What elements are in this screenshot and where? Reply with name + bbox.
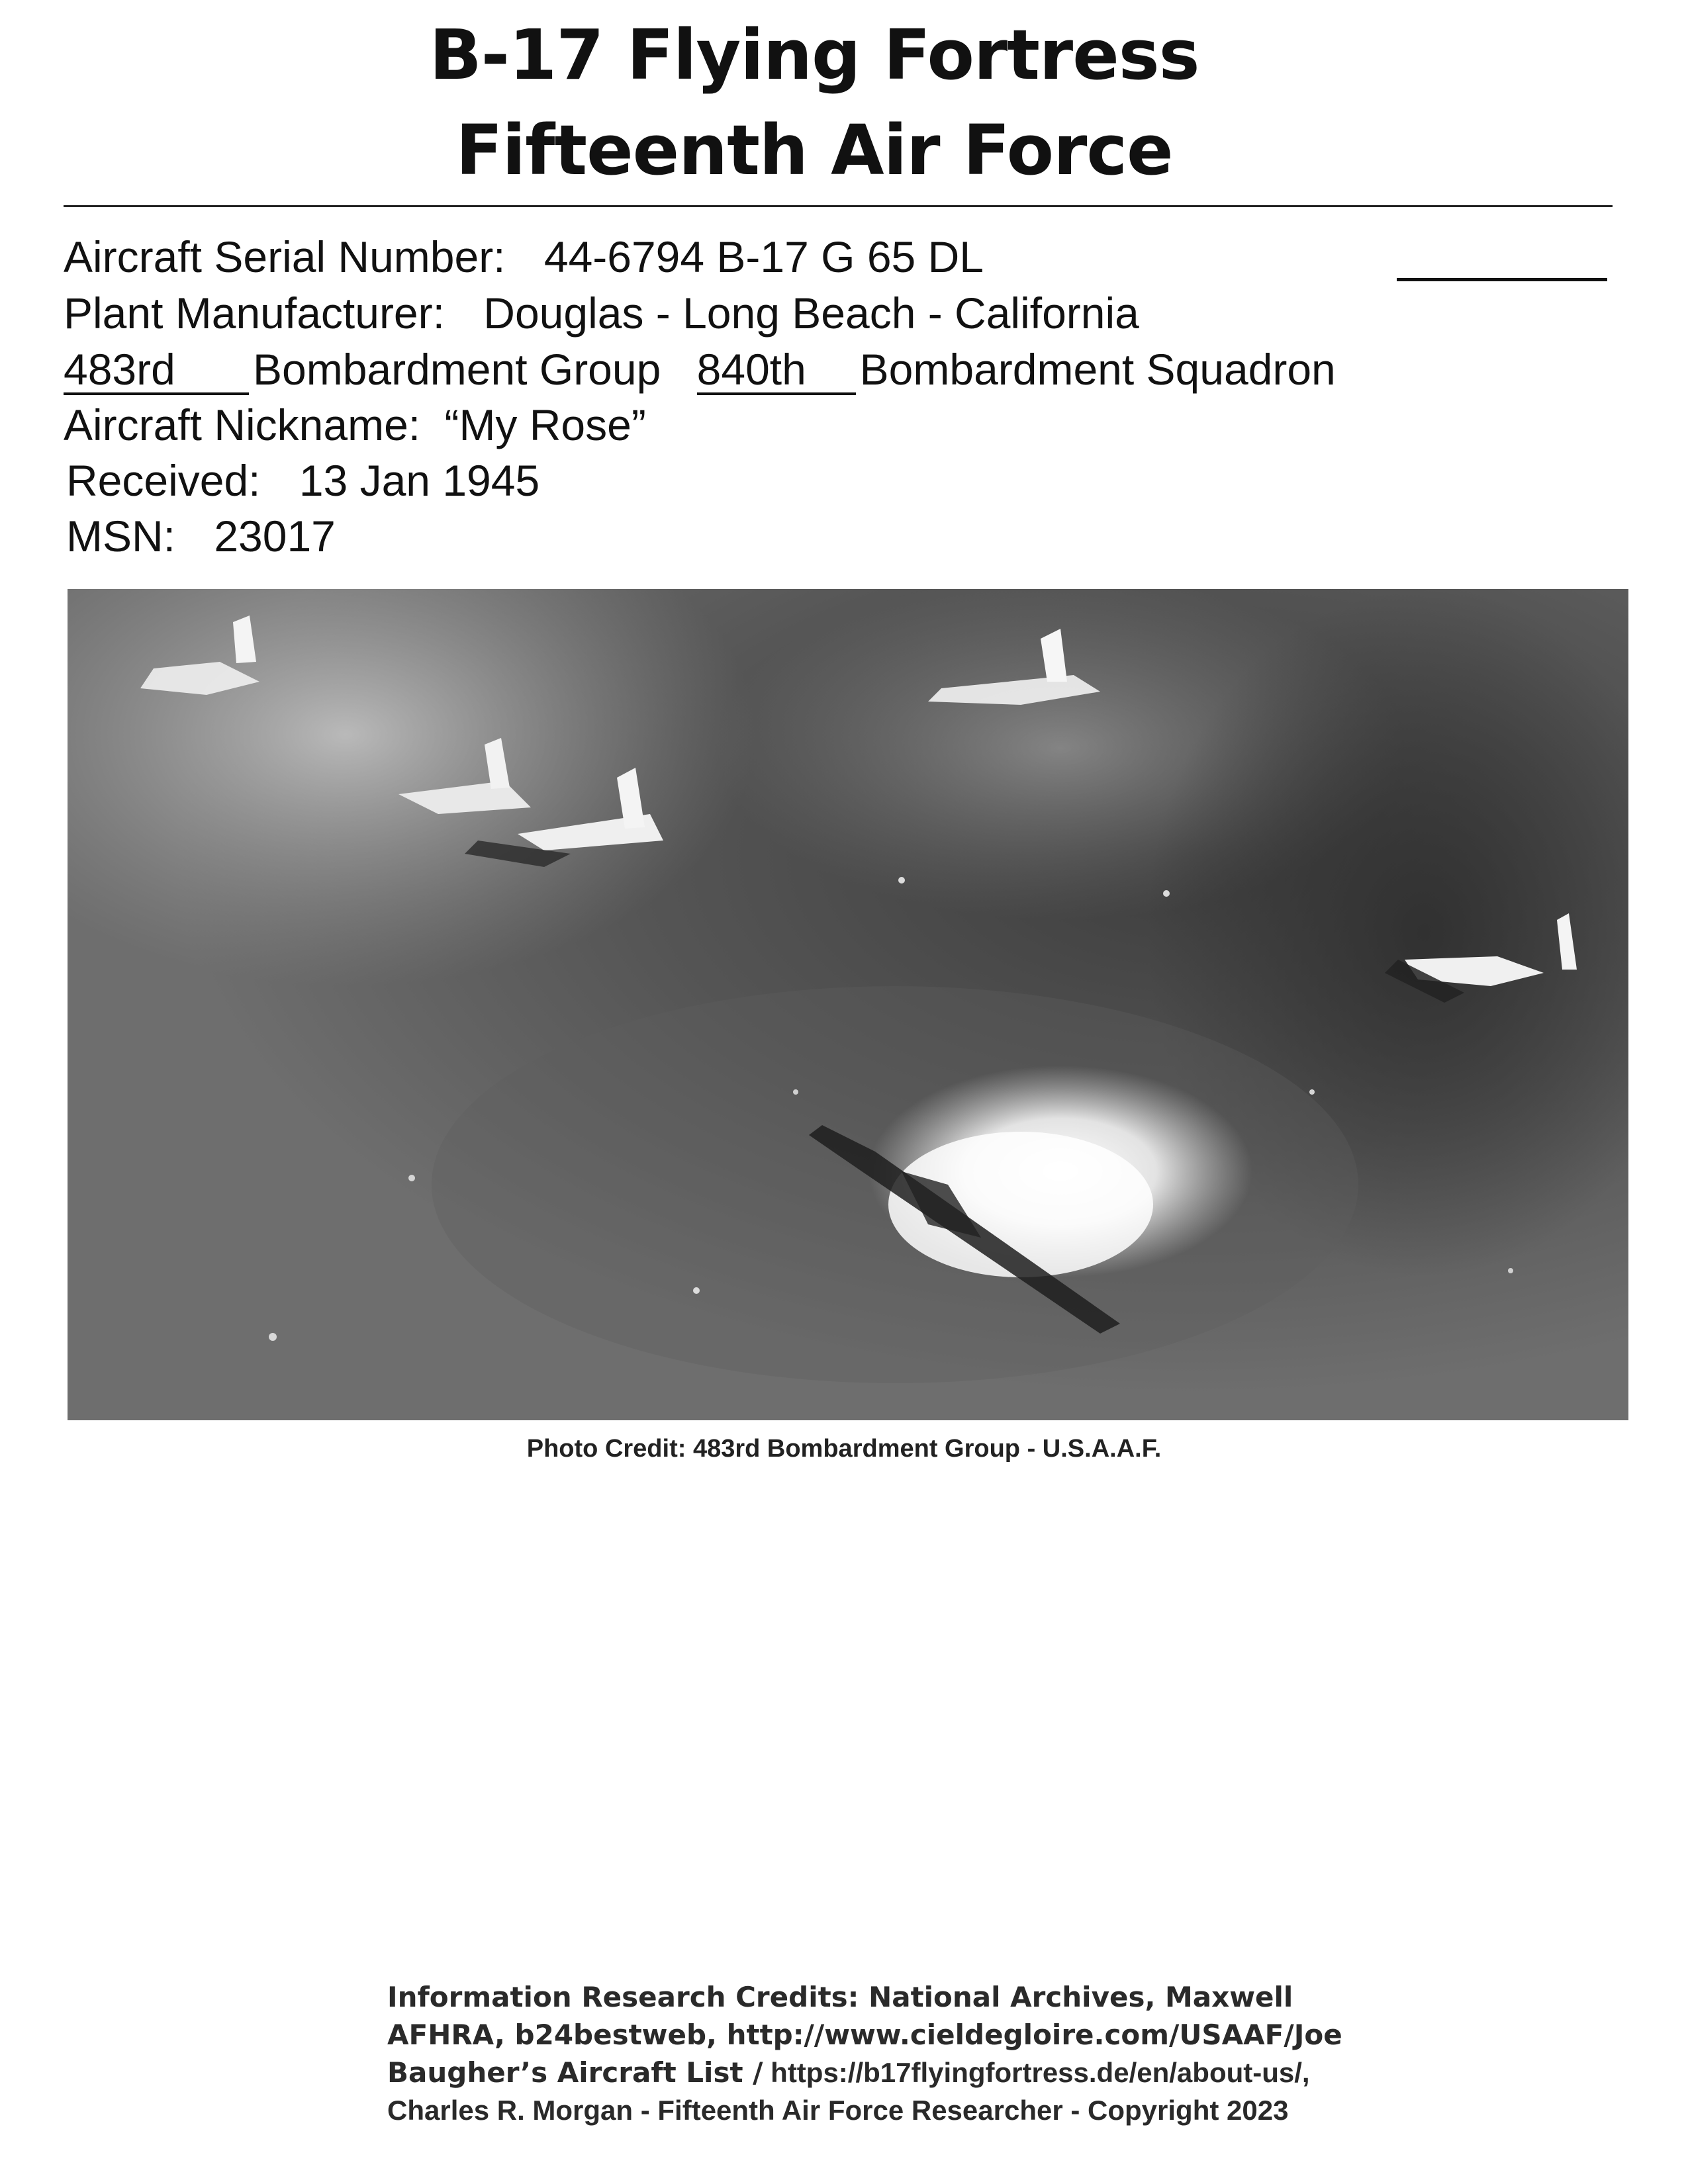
aircraft-photo [68, 589, 1628, 1420]
page-title-line1: B-17 Flying Fortress [429, 15, 1199, 95]
msn-row [66, 511, 336, 561]
received-label: Received: [66, 456, 261, 505]
serial-number-row [64, 232, 984, 282]
page-title-line2: Fifteenth Air Force [455, 110, 1173, 191]
group-number: 483rd [64, 347, 249, 395]
research-credits-part2: https://b17flyingfortress.de/en/about-us/, Charles R. Morgan - Fifteenth Air Force Researcher - Copyright 2023 [387, 2057, 1310, 2126]
nickname-label: Aircraft Nickname: [64, 400, 421, 449]
received-value: 13 Jan 1945 [299, 456, 540, 505]
photo-caption: Photo Credit: 483rd Bombardment Group - U.S.A.A.F. [526, 1435, 1162, 1463]
research-credits [387, 1979, 1380, 2130]
squadron-number: 840th [697, 347, 856, 395]
nickname-row [64, 400, 646, 450]
title-divider [64, 205, 1613, 207]
msn-value: 23017 [214, 512, 336, 561]
serial-number-label: Aircraft Serial Number: [64, 232, 506, 281]
blank-underline [1397, 278, 1607, 281]
manufacturer-row [64, 288, 1139, 338]
serial-number-value: 44-6794 B-17 G 65 DL [543, 232, 984, 281]
group-squadron-row [64, 344, 1336, 395]
squadron-label: Bombardment Squadron [859, 345, 1336, 394]
msn-label: MSN: [66, 512, 175, 561]
manufacturer-label: Plant Manufacturer: [64, 289, 445, 338]
nickname-value: “My Rose” [444, 400, 646, 449]
group-label: Bombardment Group [253, 345, 661, 394]
research-credits-part1: Information Research Credits: National Archives, Maxwell AFHRA, b24bestweb, http://www.cieldegloire.com/USAAF/Joe Baugher’s Aircraft List / [387, 1981, 1342, 2089]
manufacturer-value: Douglas - Long Beach - California [483, 289, 1139, 338]
received-row [66, 455, 539, 506]
